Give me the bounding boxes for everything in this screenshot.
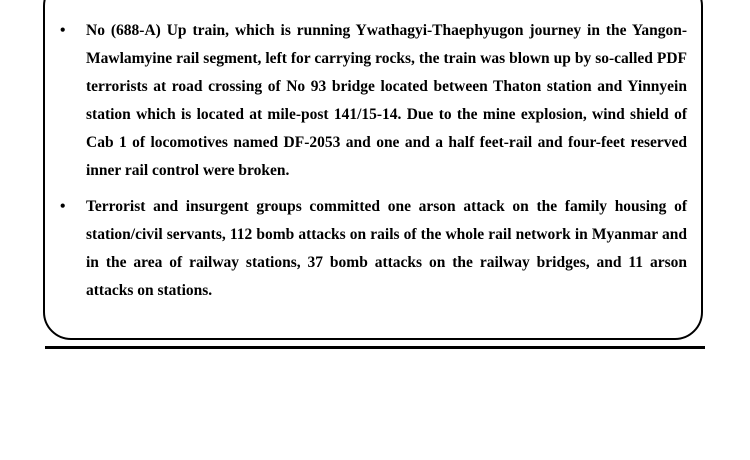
bullet-dot-icon: • — [60, 198, 66, 215]
bullet-text: Terrorist and insurgent groups committed one arson attack on the family housing of station/civil servants, 112 bomb attacks on rails of the whole rail network in Myanmar and in the area of railway stations, 37 bomb attacks on the railway bridges, and 11 arson attacks on stations. — [86, 198, 687, 299]
bullet-dot-icon: • — [60, 22, 66, 39]
bullet-list — [60, 17, 687, 305]
bullet-text: No (688-A) Up train, which is running Ywathagyi-Thaephyugon journey in the Yangon-Mawlamyine rail segment, left for carrying rocks, the train was blown up by so-called PDF terrorists at road crossing of No 93 bridge located between Thaton station and Yinnyein station which is located at mile-post 141/15-14. Due to the mine explosion, wind shield of Cab 1 of locomotives named DF-2053 and one and a half feet-rail and four-feet reserved inner rail control were broken. — [86, 22, 687, 179]
bullet-item-train-blast — [60, 17, 687, 185]
bullet-item-attack-summary — [60, 193, 687, 305]
horizontal-divider — [45, 346, 705, 349]
